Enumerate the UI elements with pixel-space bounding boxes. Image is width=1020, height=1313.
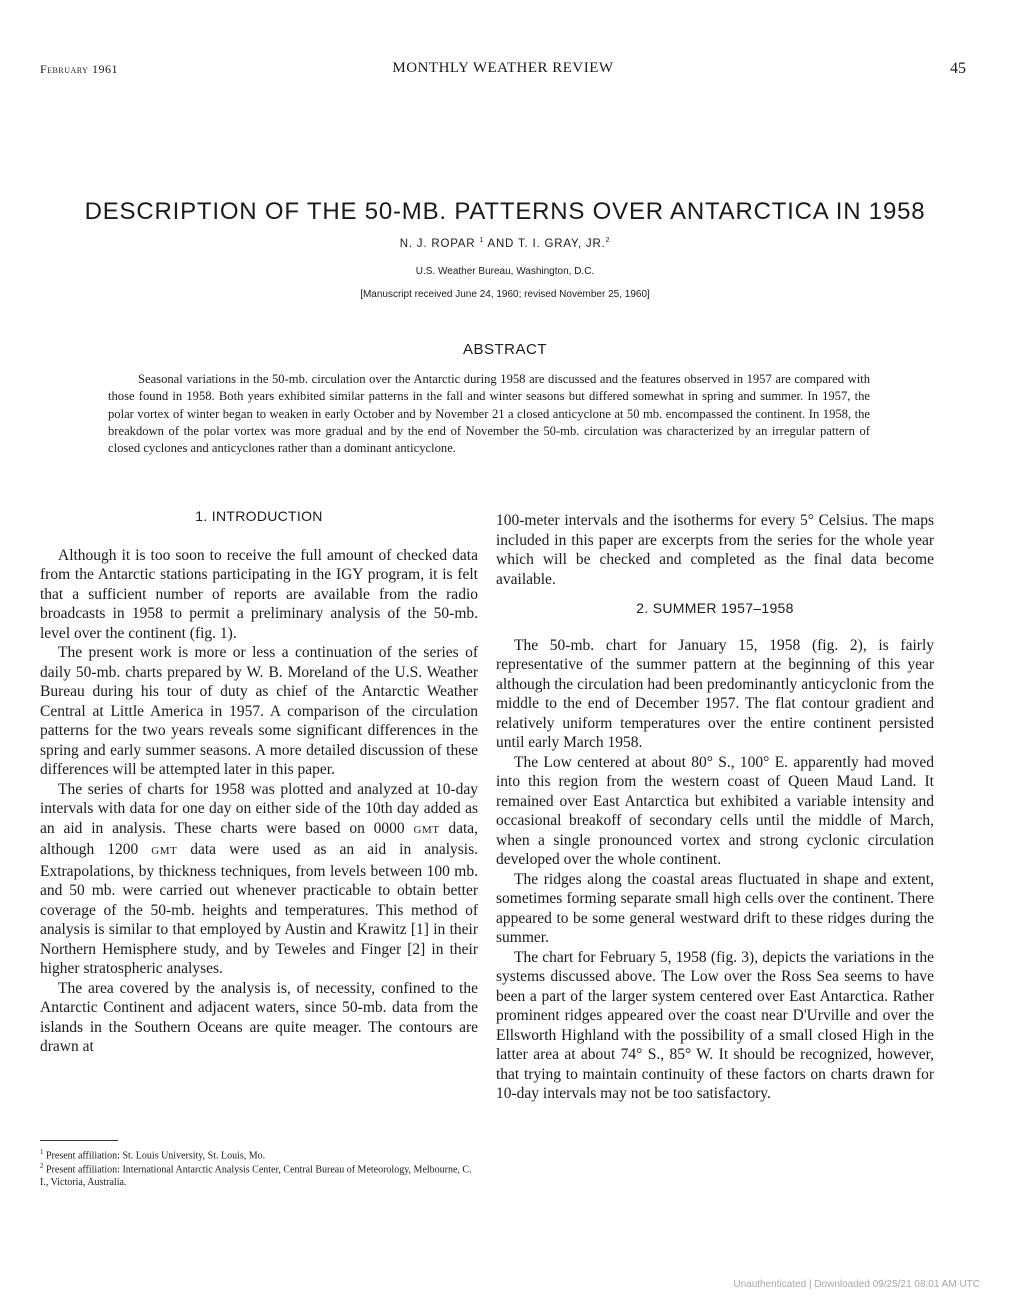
gmt-abbrev: GMT xyxy=(413,823,440,836)
section-2-heading: 2. SUMMER 1957–1958 xyxy=(636,600,794,616)
affiliation: U.S. Weather Bureau, Washington, D.C. xyxy=(415,266,595,277)
download-notice: Unauthenticated | Downloaded 09/25/21 08:01 AM UTC xyxy=(733,1279,980,1290)
footnote-2-text: Present affiliation: International Antarctic Analysis Center, Central Bureau of Meteorology, Melbourne, C. I., Victoria, Australia. xyxy=(40,1164,472,1189)
footnote-1-mark: 1 xyxy=(40,1148,44,1156)
intro-paragraph-4: The area covered by the analysis is, of necessity, confined to the Antarctic Continent and adjacent waters, since 50-mb. data from the islands in the Southern Oceans are quite meager. The contours are drawn at xyxy=(40,979,478,1055)
footnote-2 xyxy=(40,1160,480,1189)
author-2: T. I. GRAY, JR. xyxy=(517,237,606,250)
journal-name: MONTHLY WEATHER REVIEW xyxy=(392,60,614,76)
gmt-abbrev: GMT xyxy=(151,845,178,857)
right-column xyxy=(496,511,934,1104)
article-title: DESCRIPTION OF THE 50-MB. PATTERNS OVER ANTARCTICA IN 1958 xyxy=(84,198,926,225)
summer-paragraph-3: The ridges along the coastal areas fluctuated in shape and extent, sometimes forming separate small high cells over the continent. There appeared to be some general westward drift to these ridges during the summer. xyxy=(496,870,934,946)
issue-date: February 1961 xyxy=(40,62,118,76)
author-1: N. J. ROPAR xyxy=(399,237,476,250)
intro-paragraph-3-part-a: The series of charts for 1958 was plotted and analyzed at 10-day intervals with data for one day on either side of the 10th day added as an aid in analysis. These charts were based on 0000 xyxy=(40,780,478,837)
author-1-footnote-mark: 1 xyxy=(479,237,485,244)
summer-paragraph-4: The chart for February 5, 1958 (fig. 3), depicts the variations in the systems discussed above. The Low over the Ross Sea seems to have been a part of the larger system centered over East Antarctica. Rather prominent ridges appeared over the coast near D'Urville and over the Ellsworth Highland with the possibility of a small closed High in the latter area at about 74° S., 85° W. It should be recognized, however, that trying to maintain continuity of these factors on charts drawn for 10-day intervals may not be too satisfactory. xyxy=(496,948,934,1102)
intro-paragraph-3 xyxy=(40,780,478,979)
summer-paragraph-1: The 50-mb. chart for January 15, 1958 (fig. 2), is fairly representative of the summer pattern at the beginning of this year although the circulation had been predominantly anticyclonic from the middle to the end of December 1957. The flat contour gradient and relatively uniform temperatures over the entire continent persisted until early March 1958. xyxy=(496,636,934,751)
page-number: 45 xyxy=(950,60,966,77)
manuscript-received: [Manuscript received June 24, 1960; revised November 25, 1960] xyxy=(360,289,650,300)
authors-and: AND xyxy=(487,237,515,250)
summer-paragraph-2: The Low centered at about 80° S., 100° E. apparently had moved into this region from the western coast of Queen Maud Land. It remained over East Antarctica but exhibited a variable intensity and occasional breakoff of secondary cells until the middle of March, when a single pronounced vortex and strong cyclonic circulation developed over the whole continent. xyxy=(496,753,934,868)
intro-paragraph-1: Although it is too soon to receive the full amount of checked data from the Antarctic stations participating in the IGY program, it is felt that a sufficient number of reports are available from the radio broadcasts in 1958 to permit a preliminary analysis of the 50-mb. level over the continent (fig. 1). xyxy=(40,546,478,642)
authors-line xyxy=(40,237,970,250)
abstract-heading: ABSTRACT xyxy=(462,341,547,358)
author-2-footnote-mark: 2 xyxy=(605,237,611,244)
footnote-2-mark: 2 xyxy=(40,1162,44,1170)
left-column xyxy=(40,507,478,1057)
intro-paragraph-3-part-b: data, although 1200 xyxy=(40,819,479,858)
intro-paragraph-3-part-c: data were used as an aid in analysis. Extrapolations, by thickness techniques, from levels between 100 mb. and 50 mb. were carried out whenever practicable to obtain better coverage of the 50-mb. heights and temperatures. This method of analysis is similar to that employed by Austin and Krawitz [1] in their Northern Hemisphere study, and by Teweles and Finger [2] in their higher stratospheric analyses. xyxy=(40,841,479,977)
footnote-rule xyxy=(40,1140,118,1141)
running-header xyxy=(40,60,966,82)
intro-paragraph-4-continued: 100-meter intervals and the isotherms for every 5° Celsius. The maps included in this paper are excerpts from the series for the whole year which will be checked and completed as the final data become available. xyxy=(496,512,934,588)
section-1-heading: 1. INTRODUCTION xyxy=(195,508,323,524)
abstract-text: Seasonal variations in the 50-mb. circulation over the Antarctic during 1958 are discussed and the features observed in 1957 are compared with those found in 1958. Both years exhibited similar patterns in the fall and winter seasons but differed somewhat in spring and summer. In 1957, the polar vortex of winter began to weaken in early October and by November 21 a closed anticyclone at 50 mb. encompassed the continent. In 1958, the breakdown of the polar vortex was more gradual and by the end of November the 50-mb. circulation was characterized by an irregular pattern of closed cyclones and anticyclones rather than a dominant anticyclone. xyxy=(108,372,870,456)
footnote-1-text: Present affiliation: St. Louis University, St. Louis, Mo. xyxy=(46,1150,266,1162)
intro-paragraph-2: The present work is more or less a continuation of the series of daily 50-mb. charts prepared by W. B. Moreland of the U.S. Weather Bureau during his tour of duty as chief of the Antarctic Weather Central at Little America in 1957. A comparison of the circulation patterns for the two years reveals some significant differences in the spring and early summer seasons. A more detailed discussion of these differences will be attempted later in this paper. xyxy=(40,644,478,778)
